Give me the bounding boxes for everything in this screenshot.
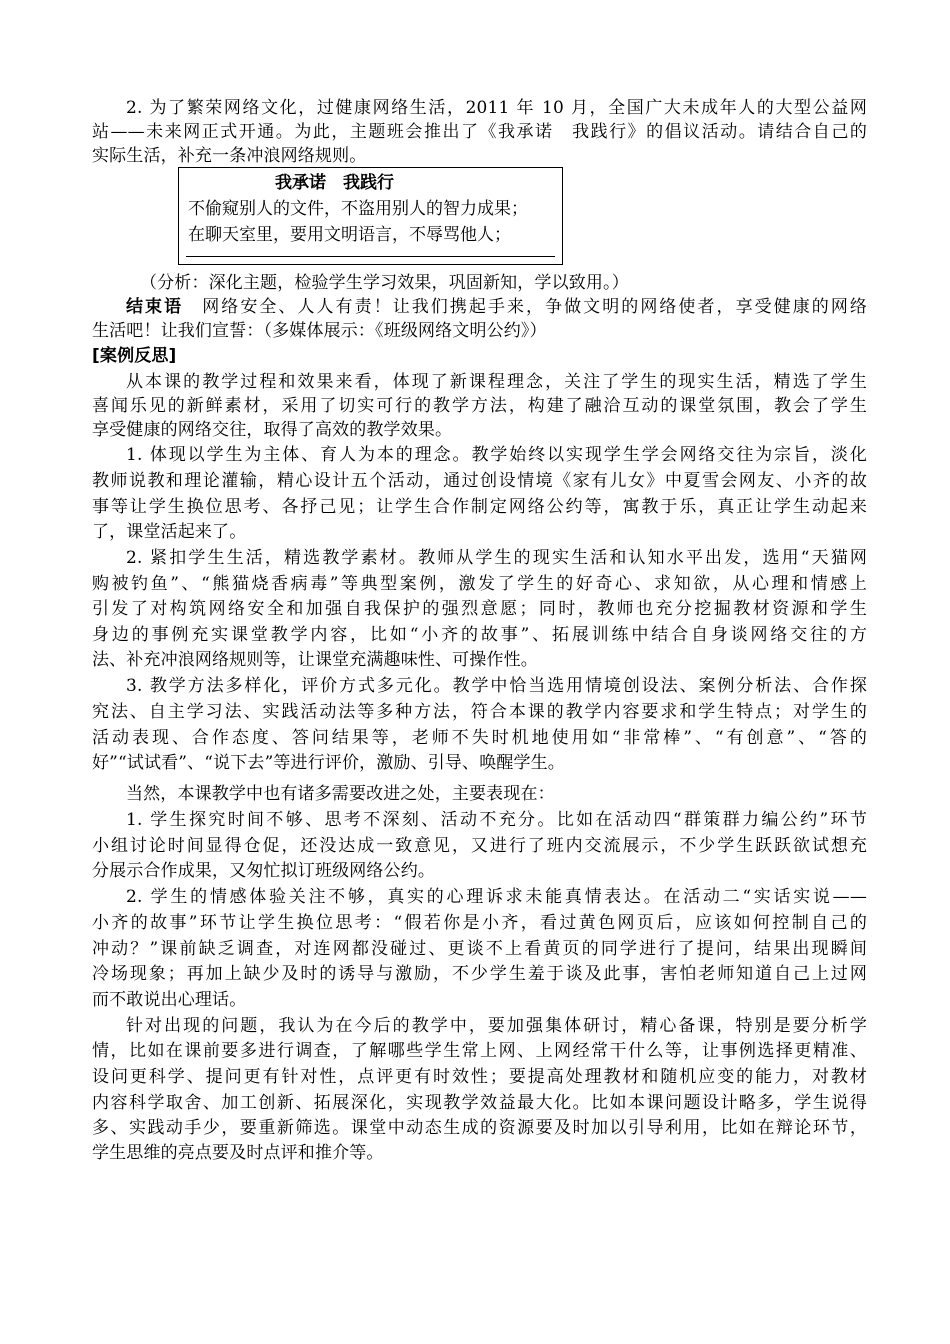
pledge-box <box>178 167 563 265</box>
reflection-line: 针对出现的问题，我认为在今后的教学中，要加强集体研讨，精心备课，特别是要分析学 <box>126 1016 867 1036</box>
closing-text-1: 网络安全、人人有责！让我们携起手来，争做文明的网络使者，享受健康的网络 <box>202 297 867 317</box>
reflection-line: 当然，本课教学中也有诸多需要改进之处，主要表现在： <box>126 784 555 804</box>
reflection-line: 引发了对构筑网络安全和加强自我保护的强烈意愿；同时，教师也充分挖掘教材资源和学生 <box>92 599 867 619</box>
reflection-line: 1. 学生探究时间不够、思考不深刻、活动不充分。比如在活动四“群策群力编公约”环节 <box>126 810 867 830</box>
pledge-title: 我承诺 我践行 <box>275 173 394 193</box>
reflection-line: 从本课的教学过程和效果来看，体现了新课程理念，关注了学生的现实生活，精选了学生 <box>126 372 867 392</box>
reflection-line: 而不敢说出心理话。 <box>92 990 247 1010</box>
reflection-line: 究法、自主学习法、实践活动法等多种方法，符合本课的教学内容要求和学生特点；对学生的 <box>92 702 867 722</box>
reflection-line: 2. 紧扣学生生活，精选教学素材。教师从学生的现实生活和认知水平出发，选用“天猫网 <box>126 548 867 568</box>
reflection-line: 小组讨论时间显得仓促，还没达成一致意见，又进行了班内交流展示，不少学生跃跃欲试想充 <box>92 836 867 856</box>
reflection-line: 身边的事例充实课堂教学内容，比如“小齐的故事”、拓展训练中结合自身谈网络交往的方 <box>92 625 867 645</box>
paragraph-2-line-1: 2. 为了繁荣网络文化，过健康网络生活，2011 年 10 月，全国广大未成年人的大型公益网 <box>126 98 867 118</box>
reflection-line: 学生思维的亮点要及时点评和推介等。 <box>92 1143 384 1163</box>
closing-line-1 <box>92 296 867 320</box>
pledge-item-1: 不偷窥别人的文件，不盗用别人的智力成果； <box>188 199 528 219</box>
reflection-line: 分展示合作成果，又匆忙拟订班级网络公约。 <box>92 861 435 881</box>
reflection-line: 2. 学生的情感体验关注不够，真实的心理诉求未能真情表达。在活动二“实话实说—— <box>126 887 867 907</box>
reflection-line: 多、实践动手少，要重新筛选。课堂中动态生成的资源要及时加以引导利用，比如在辩论环节， <box>92 1118 867 1138</box>
reflection-line: 购被钓鱼”、“熊猫烧香病毒”等典型案例，激发了学生的好奇心、求知欲，从心理和情感上 <box>92 574 867 594</box>
reflection-line: 了，课堂活起来了。 <box>92 522 247 542</box>
reflection-line: 喜闻乐见的新鲜素材，采用了切实可行的教学方法，构建了融洽互动的课堂氛围，教会了学生 <box>92 396 867 416</box>
reflection-line: 3. 教学方法多样化，评价方式多元化。教学中恰当选用情境创设法、案例分析法、合作探 <box>126 676 867 696</box>
reflection-line: 冷场现象；再加上缺少及时的诱导与激励，不少学生羞于谈及此事，害怕老师知道自己上过网 <box>92 964 867 984</box>
section-heading: [案例反思] <box>92 346 177 366</box>
reflection-line: 好”“试试看”、“说下去”等进行评价，激励、引导、唤醒学生。 <box>92 753 565 773</box>
reflection-line: 冲动？”课前缺乏调查，对连网都没碰过、更谈不上看黄页的同学进行了提问，结果出现瞬间 <box>92 939 867 959</box>
reflection-line: 享受健康的网络交往，取得了高效的教学效果。 <box>92 420 453 440</box>
closing-label: 结束语 <box>126 297 184 317</box>
reflection-line: 法、补充冲浪网络规则等，让课堂充满趣味性、可操作性。 <box>92 650 538 670</box>
pledge-blank-line <box>186 256 555 257</box>
reflection-line: 情，比如在课前要多进行调查，了解哪些学生常上网、上网经常干什么等，让事例选择更精准、 <box>92 1041 867 1061</box>
reflection-line: 教师说教和理论灌输，精心设计五个活动，通过创设情境《家有儿女》中夏雪会网友、小齐的故 <box>92 471 867 491</box>
paragraph-2-line-2: 站——未来网正式开通。为此，主题班会推出了《我承诺 我践行》的倡议活动。请结合自己的 <box>92 122 867 142</box>
reflection-line: 1. 体现以学生为主体、育人为本的理念。教学始终以实现学生学会网络交往为宗旨，淡化 <box>126 445 867 465</box>
paragraph-2-line-3: 实际生活，补充一条冲浪网络规则。 <box>92 146 367 166</box>
reflection-line: 事等让学生换位思考、各抒己见；让学生合作制定网络公约等，寓教于乐，真正让学生动起来 <box>92 497 867 517</box>
reflection-line: 活动表现、合作态度、答问结果等，老师不失时机地使用如“非常棒”、“有创意”、“答的 <box>92 728 867 748</box>
reflection-line: 设问更科学、提问更有针对性，点评更有时效性；要提高处理教材和随机应变的能力，对教材 <box>92 1067 867 1087</box>
reflection-line: 小齐的故事”环节让学生换位思考：“假若你是小齐，看过黄色网页后，应该如何控制自己的 <box>92 913 867 933</box>
pledge-item-2: 在聊天室里，要用文明语言，不辱骂他人； <box>188 225 511 245</box>
reflection-line: 内容科学取舍、加工创新、拓展深化，实现教学效益最大化。比如本课问题设计略多，学生说得 <box>92 1093 867 1113</box>
closing-line-2: 生活吧！让我们宣誓：（多媒体展示：《班级网络文明公约》） <box>92 321 547 341</box>
analysis-note: （分析：深化主题，检验学生学习效果，巩固新知，学以致用。） <box>140 273 629 293</box>
